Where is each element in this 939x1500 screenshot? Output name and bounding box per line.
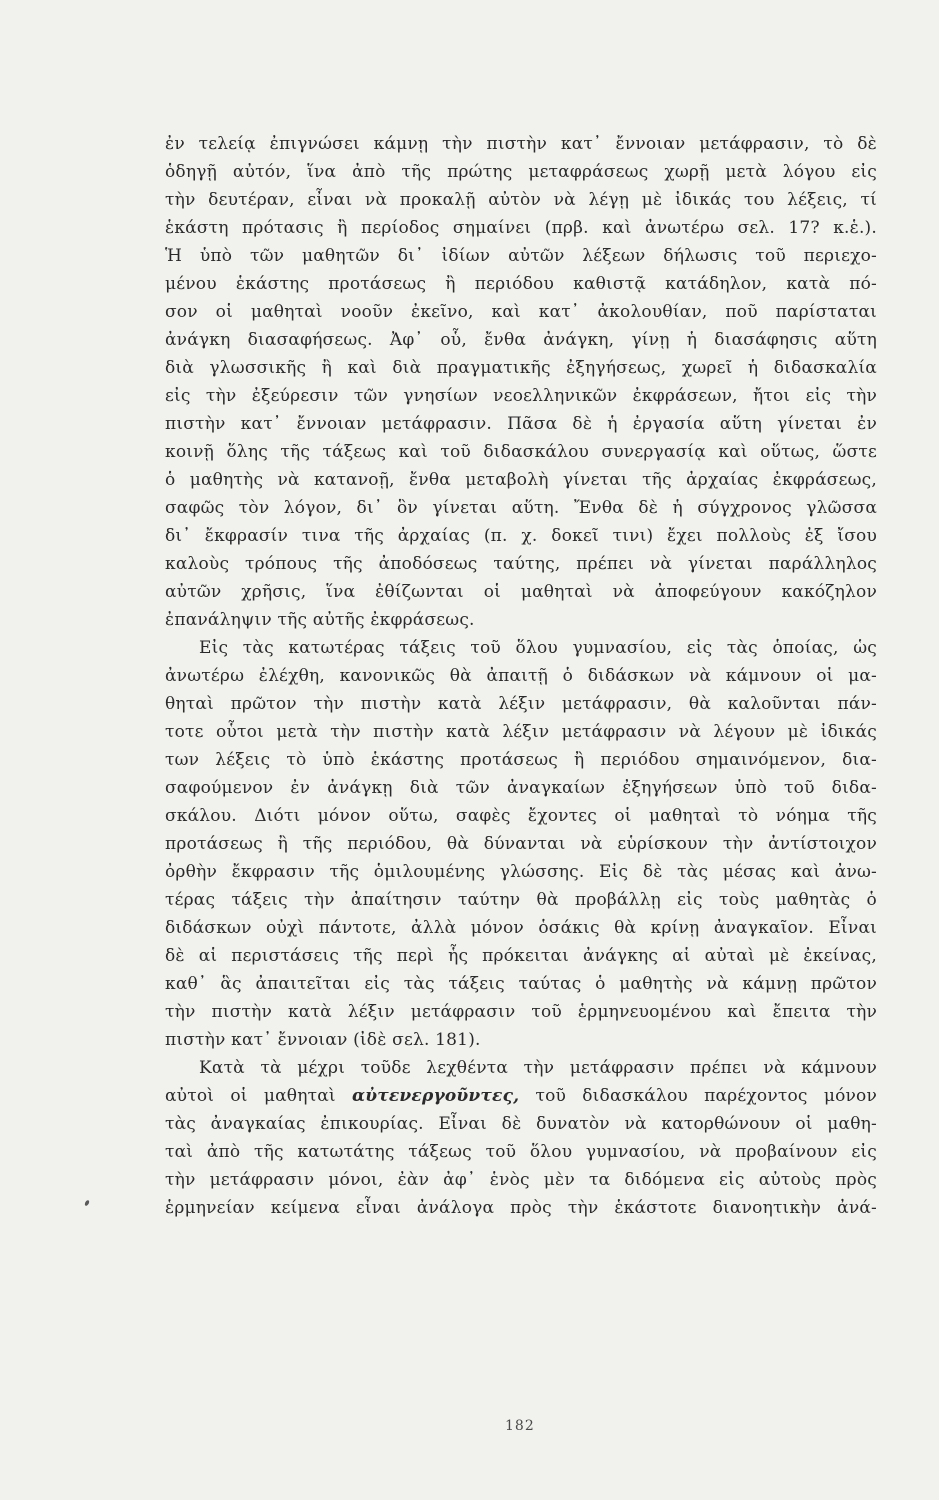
text-line: ἑρμηνείαν κείμενα εἶναι ἀνάλογα πρὸς τὴν ἑκάστοτε διανοητικὴν ἀνά- bbox=[165, 1198, 877, 1218]
text-line: των λέξεις τὸ ὑπὸ ἑκάστης προτάσεως ἢ περιόδου σημαινόμενον, δια- bbox=[165, 750, 877, 770]
page-number: 182 bbox=[505, 1418, 535, 1434]
text-line: θηταὶ πρῶτον τὴν πιστὴν κατὰ λέξιν μετάφρασιν, θὰ καλοῦνται πάν- bbox=[165, 694, 877, 714]
text-fragment: τοῦ διδασκάλου παρέχοντος μόνον bbox=[535, 1086, 877, 1106]
text-line: εἰς τὴν ἐξεύρεσιν τῶν γνησίων νεοελληνικῶν ἐκφράσεων, ἤτοι εἰς τὴν bbox=[165, 386, 877, 406]
text-line: ἐπανάληψιν τῆς αὐτῆς ἐκφράσεως. bbox=[165, 610, 475, 630]
text-line: κοινῇ ὅλης τῆς τάξεως καὶ τοῦ διδασκάλου συνεργασίᾳ καὶ οὕτως, ὥστε bbox=[165, 442, 877, 462]
text-line: διδάσκων οὐχὶ πάντοτε, ἀλλὰ μόνον ὁσάκις θὰ κρίνῃ ἀναγκαῖον. Εἶναι bbox=[165, 918, 877, 938]
text-line: σαφῶς τὸν λόγον, δι᾽ ὃν γίνεται αὕτη. Ἔνθα δὲ ἡ σύγχρονος γλῶσσα bbox=[165, 498, 877, 518]
text-line: τὴν μετάφρασιν μόνοι, ἐὰν ἀφ᾽ ἑνὸς μὲν τα διδόμενα εἰς αὐτοὺς πρὸς bbox=[165, 1170, 877, 1190]
text-line: τὴν πιστὴν κατὰ λέξιν μετάφρασιν τοῦ ἑρμηνευομένου καὶ ἔπειτα τὴν bbox=[165, 1002, 877, 1022]
text-line-emphasis bbox=[165, 1082, 877, 1110]
text-line: ἑκάστη πρότασις ἢ περίοδος σημαίνει (πρβ. καὶ ἀνωτέρω σελ. 17? κ.ἑ.). bbox=[165, 218, 877, 238]
text-line: σκάλου. Διότι μόνον οὕτω, σαφὲς ἔχοντες οἱ μαθηταὶ τὸ νόημα τῆς bbox=[165, 806, 877, 826]
text-line: Κατὰ τὰ μέχρι τοῦδε λεχθέντα τὴν μετάφρασιν πρέπει νὰ κάμνουν bbox=[199, 1058, 877, 1078]
text-line: καθ᾽ ἃς ἀπαιτεῖται εἰς τὰς τάξεις ταύτας ὁ μαθητὴς νὰ κάμνῃ πρῶτον bbox=[165, 974, 877, 994]
text-line: δι᾽ ἔκφρασίν τινα τῆς ἀρχαίας (π. χ. δοκεῖ τινι) ἔχει πολλοὺς ἐξ ἴσου bbox=[165, 526, 877, 546]
text-fragment: αὐτοὶ οἱ μαθηταὶ bbox=[165, 1086, 336, 1106]
text-line: τὴν δευτέραν, εἶναι νὰ προκαλῇ αὐτὸν νὰ λέγῃ μὲ ἰδικάς του λέξεις, τί bbox=[165, 190, 877, 210]
body-text bbox=[165, 130, 877, 1222]
text-line: ταὶ ἀπὸ τῆς κατωτάτης τάξεως τοῦ ὅλου γυμνασίου, νὰ προβαίνουν εἰς bbox=[165, 1142, 877, 1162]
text-line: προτάσεως ἢ τῆς περιόδου, θὰ δύνανται νὰ εὑρίσκουν τὴν ἀντίστοιχον bbox=[165, 834, 877, 854]
text-line: ὀρθὴν ἔκφρασιν τῆς ὁμιλουμένης γλώσσης. Εἰς δὲ τὰς μέσας καὶ ἀνω- bbox=[165, 862, 877, 882]
text-line: ἀνωτέρω ἐλέχθη, κανονικῶς θὰ ἀπαιτῇ ὁ διδάσκων νὰ κάμνουν οἱ μα- bbox=[165, 666, 877, 686]
text-line: καλοὺς τρόπους τῆς ἀποδόσεως ταύτης, πρέπει νὰ γίνεται παράλληλος bbox=[165, 554, 877, 574]
text-line: ἀνάγκη διασαφήσεως. Ἀφ᾽ οὗ, ἔνθα ἀνάγκη, γίνῃ ἡ διασάφησις αὕτη bbox=[165, 330, 877, 350]
text-line: τέρας τάξεις τὴν ἀπαίτησιν ταύτην θὰ προβάλλῃ εἰς τοὺς μαθητὰς ὁ bbox=[165, 890, 877, 910]
text-line: ὁ μαθητὴς νὰ κατανοῇ, ἔνθα μεταβολὴ γίνεται τῆς ἀρχαίας ἐκφράσεως, bbox=[165, 470, 877, 490]
text-line: διὰ γλωσσικῆς ἢ καὶ διὰ πραγματικῆς ἐξηγήσεως, χωρεῖ ἡ διδασκαλία bbox=[165, 358, 877, 378]
text-line: δὲ αἱ περιστάσεις τῆς περὶ ἧς πρόκειται ἀνάγκης αἱ αὐταὶ μὲ ἐκείνας, bbox=[165, 946, 877, 966]
text-line: Ἡ ὑπὸ τῶν μαθητῶν δι᾽ ἰδίων αὐτῶν λέξεων δήλωσις τοῦ περιεχο- bbox=[165, 246, 877, 266]
text-line: Εἰς τὰς κατωτέρας τάξεις τοῦ ὅλου γυμνασίου, εἰς τὰς ὁποίας, ὡς bbox=[199, 638, 877, 658]
text-line: ὁδηγῇ αὐτόν, ἵνα ἀπὸ τῆς πρώτης μεταφράσεως χωρῇ μετὰ λόγου εἰς bbox=[165, 162, 877, 182]
text-line: αὐτῶν χρῆσις, ἵνα ἐθίζωνται οἱ μαθηταὶ νὰ ἀποφεύγουν κακόζηλον bbox=[165, 582, 877, 602]
margin-mark bbox=[84, 1200, 90, 1207]
text-line: σαφούμενον ἐν ἀνάγκῃ διὰ τῶν ἀναγκαίων ἐξηγήσεων ὑπὸ τοῦ διδα- bbox=[165, 778, 877, 798]
text-line: πιστὴν κατ᾽ ἔννοιαν (ἰδὲ σελ. 181). bbox=[165, 1030, 481, 1050]
text-line: σον οἱ μαθηταὶ νοοῦν ἐκεῖνο, καὶ κατ᾽ ἀκολουθίαν, ποῦ παρίσταται bbox=[165, 302, 877, 322]
emphasized-term: αὐτενεργοῦντες, bbox=[351, 1086, 520, 1106]
text-line: ἐν τελείᾳ ἐπιγνώσει κάμνῃ τὴν πιστὴν κατ᾽ ἔννοιαν μετάφρασιν, τὸ δὲ bbox=[165, 134, 877, 154]
text-line: τὰς ἀναγκαίας ἐπικουρίας. Εἶναι δὲ δυνατὸν νὰ κατορθώνουν οἱ μαθη- bbox=[165, 1114, 877, 1134]
text-line: τοτε οὗτοι μετὰ τὴν πιστὴν κατὰ λέξιν μετάφρασιν νὰ λέγουν μὲ ἰδικάς bbox=[165, 722, 877, 742]
text-line: πιστὴν κατ᾽ ἔννοιαν μετάφρασιν. Πᾶσα δὲ ἡ ἐργασία αὕτη γίνεται ἐν bbox=[165, 414, 877, 434]
text-line: μένου ἑκάστης προτάσεως ἢ περιόδου καθιστᾷ κατάδηλον, κατὰ πό- bbox=[165, 274, 877, 294]
